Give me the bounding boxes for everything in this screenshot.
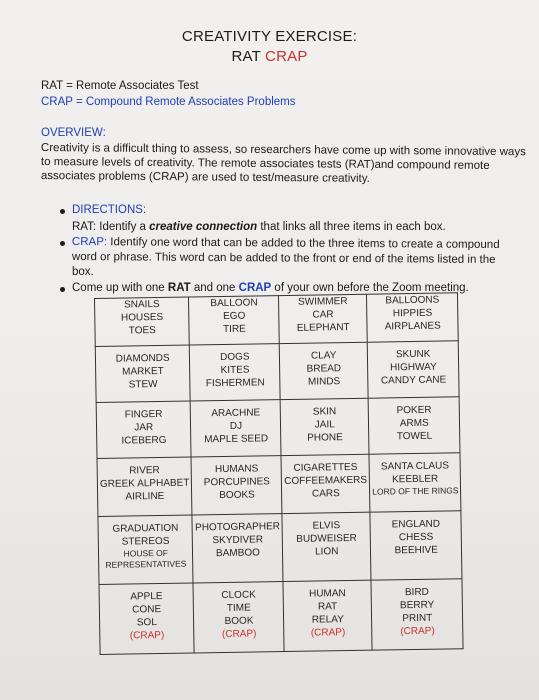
grid-cell <box>368 397 460 454</box>
overview-heading: OVERVIEW: <box>41 127 106 139</box>
grid-cell-word: BALLOON <box>210 297 258 310</box>
grid-cell-word: RAT <box>317 601 338 613</box>
grid-cell-word: CARS <box>311 488 340 500</box>
grid-cell-word: COFFEEMAKERS <box>284 474 368 488</box>
grid-cell-word: LION <box>314 546 339 558</box>
grid-cell-word: (CRAP) <box>221 628 257 641</box>
grid-cell-word: CLOCK <box>221 589 256 602</box>
grid-cell-word: MARKET <box>121 365 164 378</box>
grid-cell-word: REPRESENTATIVES <box>105 558 187 570</box>
grid-cell-word: ARACHNE <box>211 407 261 420</box>
grid-row <box>98 511 462 585</box>
grid-cell-word: DOGS <box>220 351 250 364</box>
grid-cell-word: ARMS <box>399 417 429 430</box>
grid-cell-word: CONE <box>132 603 162 616</box>
grid-cell-word: CIGARETTES <box>293 461 358 474</box>
rat-direction <box>72 220 446 234</box>
grid-cell-word: HOUSES <box>120 311 164 324</box>
grid-row <box>96 397 460 459</box>
grid-cell-word: EGO <box>223 310 246 322</box>
grid-row <box>95 293 459 347</box>
crap-direction-line-2: word or phrase. This word can be added to the front or end of the items listed in the <box>71 250 496 266</box>
grid-cell <box>190 344 281 401</box>
grid-cell-word: PORCUPINES <box>203 476 270 489</box>
bullet-come-up <box>60 287 65 292</box>
grid-cell <box>98 515 194 584</box>
rat-direction-emphasis: creative connection <box>149 221 258 233</box>
overview-line-3: associates problems (CRAP) are used to test/measure creativity. <box>40 169 370 185</box>
grid-cell-word: GREEK ALPHABET <box>99 477 190 490</box>
grid-cell-word: SWIMMER <box>298 296 348 308</box>
bullet-directions <box>60 209 65 214</box>
grid-cell-word: SNAILS <box>123 298 160 311</box>
rat-definition: RAT = Remote Associates Test <box>41 80 199 92</box>
come-up-suffix: of your own before the Zoom meeting. <box>271 282 469 294</box>
crap-direction-label: CRAP: <box>71 235 108 249</box>
bullet-crap <box>60 241 65 246</box>
grid-cell <box>367 341 459 398</box>
page-subtitle <box>0 48 539 65</box>
grid-cell-word: ICEBERG <box>121 434 167 447</box>
grid-cell-word: POKER <box>396 404 432 417</box>
grid-cell-word: RIVER <box>129 464 160 477</box>
subtitle-crap: CRAP <box>265 48 308 65</box>
grid-cell-word: BREAD <box>306 363 342 375</box>
grid-cell-word: BAMBOO <box>215 547 260 560</box>
grid-cell <box>192 514 283 583</box>
grid-cell-word: LORD OF THE RINGS <box>372 485 459 497</box>
grid-cell-word: PHONE <box>307 432 343 444</box>
grid-cell-word: STEREOS <box>121 535 170 548</box>
grid-cell-word: SKYDIVER <box>212 534 264 547</box>
grid-row <box>95 341 459 403</box>
grid-cell <box>189 296 280 345</box>
grid-cell-word: TOWEL <box>396 430 433 443</box>
page-title: CREATIVITY EXERCISE: <box>181 28 358 45</box>
crap-direction-line-1 <box>72 235 500 252</box>
grid-cell <box>279 294 368 343</box>
grid-cell-word: SKIN <box>312 406 337 418</box>
word-grid <box>94 292 464 655</box>
grid-cell-word: PHOTOGRAPHER <box>195 521 281 534</box>
grid-cell-word: TOES <box>128 325 156 337</box>
grid-cell <box>282 512 371 581</box>
grid-cell-word: HOUSE OF <box>123 547 169 559</box>
grid-cell-word: KEEBLER <box>391 473 439 486</box>
grid-cell-word: TIME <box>226 602 251 614</box>
grid-cell-word: CAR <box>312 309 334 321</box>
grid-cell-word: BALLOONS <box>385 294 440 307</box>
grid-row <box>97 453 461 517</box>
overview-line-2: to measure levels of creativity. The remote associates tests (RAT)and compound remote <box>40 155 490 172</box>
grid-cell-word: DIAMONDS <box>115 352 170 365</box>
crap-definition: CRAP = Compound Remote Associates Problems <box>41 96 296 108</box>
grid-cell <box>191 400 282 457</box>
grid-cell-word: ENGLAND <box>391 518 441 531</box>
rat-direction-suffix: that links all three items in each box. <box>257 221 446 233</box>
grid-cell <box>193 582 284 653</box>
crap-direction-line-3: box. <box>72 266 94 278</box>
rat-direction-prefix: RAT: Identify a <box>72 221 150 233</box>
grid-cell-word: BOOKS <box>219 489 255 502</box>
grid-cell-word: JAIL <box>314 419 335 431</box>
grid-cell-word: CANDY CANE <box>380 374 447 387</box>
overview-line-1: Creativity is a difficult thing to assess, so researchers have come up with some innovative ways <box>40 141 526 159</box>
grid-cell-word: KITES <box>220 364 250 377</box>
grid-cell-word: ELVIS <box>312 520 341 532</box>
grid-cell-word: GRADUATION <box>112 522 179 535</box>
grid-cell <box>95 345 190 402</box>
come-up-rat: RAT <box>167 282 191 294</box>
grid-cell-word: SOL <box>136 617 157 629</box>
grid-cell-word: ELEPHANT <box>296 321 350 334</box>
grid-cell <box>371 579 463 650</box>
grid-cell-word: CLAY <box>310 350 337 362</box>
grid-cell-word: CHESS <box>398 531 434 544</box>
grid-cell <box>370 511 462 580</box>
grid-cell-word: BERRY <box>399 599 435 612</box>
grid-cell-word: RELAY <box>311 614 344 626</box>
grid-cell-word: BEEHIVE <box>394 544 439 557</box>
come-up-crap: CRAP <box>238 282 272 294</box>
grid-cell-word: JAR <box>134 422 154 434</box>
grid-cell <box>97 457 192 516</box>
grid-cell-word: PRINT <box>402 612 433 625</box>
grid-cell <box>367 293 459 342</box>
come-up-mid: and one <box>190 282 239 294</box>
grid-cell-word: AIRPLANES <box>384 320 441 333</box>
grid-cell-word: (CRAP) <box>129 629 165 642</box>
grid-cell <box>191 456 282 515</box>
grid-cell-word: BUDWEISER <box>296 532 357 545</box>
grid-cell <box>99 583 195 654</box>
grid-cell-word: BOOK <box>224 615 254 627</box>
grid-cell-word: FINGER <box>124 408 163 421</box>
grid-cell <box>95 297 190 346</box>
grid-cell-word: DJ <box>229 420 243 432</box>
grid-cell-word: SANTA CLAUS <box>380 460 450 473</box>
grid-cell-word: HUMANS <box>214 463 259 476</box>
grid-cell <box>280 342 369 399</box>
grid-cell-word: HIGHWAY <box>389 361 437 374</box>
grid-cell-word: BIRD <box>404 586 429 599</box>
grid-cell-word: MAPLE SEED <box>204 433 269 446</box>
grid-cell-word: (CRAP) <box>310 627 346 639</box>
grid-cell-word: MINDS <box>307 376 341 388</box>
crap-direction-text-1: Identify one word that can be added to the three items to create a compound <box>107 236 500 251</box>
grid-cell-word: AIRLINE <box>125 490 165 503</box>
grid-cell-word: SKUNK <box>395 348 431 361</box>
grid-row <box>99 579 463 655</box>
grid-cell <box>283 580 372 651</box>
subtitle-rat: RAT <box>231 48 261 65</box>
grid-cell-word: STEW <box>128 379 158 391</box>
grid-cell <box>96 401 191 458</box>
grid-cell <box>281 454 370 513</box>
grid-cell <box>280 398 369 455</box>
grid-cell-word: HIPPIES <box>392 307 433 320</box>
grid-cell-word: FISHERMEN <box>205 377 265 390</box>
come-up-prefix: Come up with one <box>72 282 168 294</box>
grid-cell-word: APPLE <box>130 590 163 603</box>
grid-cell-word: TIRE <box>222 323 246 335</box>
directions-heading: DIRECTIONS: <box>72 204 147 216</box>
grid-cell <box>369 453 461 512</box>
grid-cell-word: (CRAP) <box>400 625 435 638</box>
grid-cell-word: HUMAN <box>308 588 346 600</box>
